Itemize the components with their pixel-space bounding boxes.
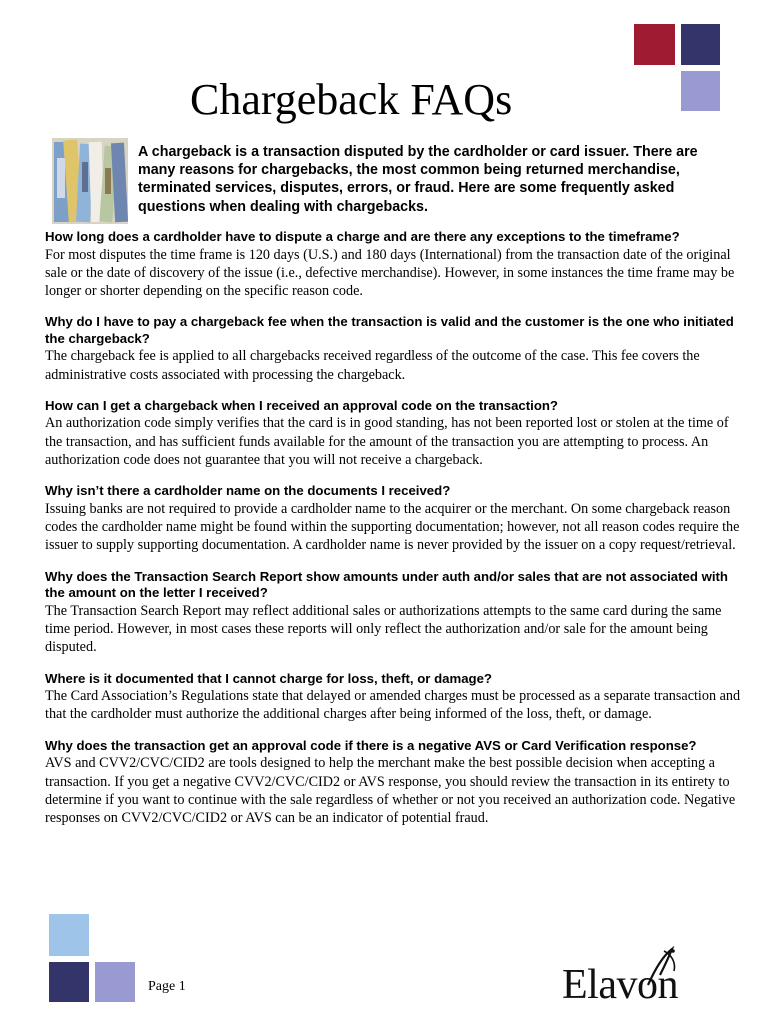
faq-answer: AVS and CVV2/CVC/CID2 are tools designed to help the merchant make the best possible decision when accepting a transaction. If you get a negative CVV2/CVC/CID2 or AVS response, you should review the transaction in its entirety to determine if you want to continue with the sale regardless of whether or not you received an authorization code. Negative responses on CVV2/CVC/CID2 or AVS can be an indicator of potential fraud. [45,755,736,827]
faq-item [45,314,741,384]
decorative-square-navy-bottom [49,962,89,1002]
faq-answer: The Card Association’s Regulations state that delayed or amended charges must be processed as a separate transaction and that the cardholder must authorize the additional charges after being informed of the loss, theft, or damage. [45,688,741,723]
decorative-square-red [634,24,675,65]
faq-item [45,483,741,554]
faq-question: Why does the transaction get an approval code if there is a negative AVS or Card Verification response? [45,737,697,753]
faq-list [45,229,741,841]
faq-item [45,671,741,724]
faq-question: Why do I have to pay a chargeback fee when the transaction is valid and the customer is the one who initiated the chargeback? [45,314,734,346]
faq-answer: An authorization code simply verifies that the card is in good standing, has not been reported lost or stolen at the time of the transaction, and has sufficient funds available for the amount of the transaction you are attempting to process. An authorization code does not guarantee that you will not receive a chargeback. [45,415,729,469]
faq-question: Why isn’t there a cardholder name on the documents I received? [45,483,451,499]
decorative-square-navy [681,24,720,65]
faq-question: How long does a cardholder have to dispute a charge and are there any exceptions to the timeframe? [45,229,680,244]
faq-item [45,569,741,657]
faq-item [45,398,741,469]
decorative-square-lightblue [49,914,89,956]
decorative-square-lavender [681,71,720,111]
page-number: Page 1 [148,979,186,994]
faq-item [45,229,741,300]
faq-question: Why does the Transaction Search Report show amounts under auth and/or sales that are not associated with the amount on the letter I received? [45,568,728,601]
intro-paragraph: A chargeback is a transaction disputed by the cardholder or card issuer. There are many reasons for chargebacks, the most common being returned merchandise, terminated services, disputes, errors, or fraud. Here are some frequently asked questions when dealing with chargebacks. [138,144,698,215]
faq-answer: The Transaction Search Report may reflect additional sales or authorizations attempts to the same card during the same time period. However, in most cases these reports will only reflect the authorization and/or sale for the amount being disputed. [45,602,722,656]
elavon-logo-text: Elavon [562,962,678,1008]
faq-question: How can I get a chargeback when I received an approval code on the transaction? [45,397,558,413]
faq-answer: Issuing banks are not required to provide a cardholder name to the acquirer or the merchant. On some chargeback reason codes the cardholder name might be found within the supporting documentation; however, not all reason codes require the issuer to supply supporting documentation. A cardholder name is never provided by the issuer on a copy request/retrieval. [45,500,740,554]
page-title: Chargeback FAQs [190,75,513,124]
faq-item [45,738,741,828]
credit-cards-image [52,138,128,224]
faq-answer: The chargeback fee is applied to all chargebacks received regardless of the outcome of the case. This fee covers the administrative costs associated with processing the chargeback. [45,348,700,383]
decorative-square-lavender-bottom [95,962,135,1002]
faq-answer: For most disputes the time frame is 120 days (U.S.) and 180 days (International) from the transaction date of the original sale or the date of discovery of the issue (i.e., defective merchandise). However, in some instances the time frame may be longer or shorter depending on the specific reason code. [45,246,735,300]
faq-question: Where is it documented that I cannot charge for loss, theft, or damage? [45,670,492,686]
